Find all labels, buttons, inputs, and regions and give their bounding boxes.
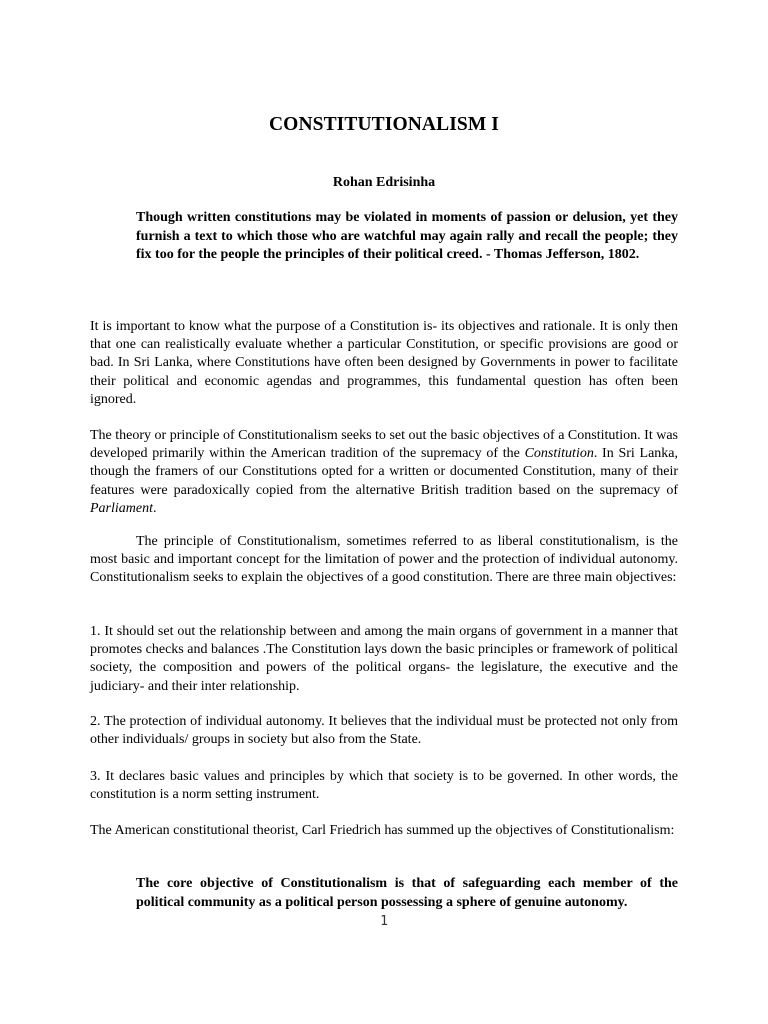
paragraph-text-segment: The theory or principle of Constitutionalism seeks to set out the basic objectives of a Constitution. It was developed primarily within the American tradition of the supremacy of the <box>90 428 678 462</box>
paragraph-text-segment: . In Sri Lanka, though the framers of our Constitutions opted for a written or documented Constitution, many of their features were paradoxically copied from the alternative British tradition based on the supremacy of <box>90 446 679 498</box>
paragraph-text: 1. It should set out the relationship between and among the main organs of government in a manner that promotes checks and balances .The Constitution lays down the basic principles or framework of political society, the composition and powers of the political organs- the legislature, the executive and the judiciary- and their inter relationship. <box>90 624 678 694</box>
paragraph-friedrich <box>90 822 678 840</box>
paragraph-text: 2. The protection of individual autonomy. It believes that the individual must be protected not only from other individuals/ groups in society but also from the State. <box>90 714 678 748</box>
paragraph-text: The principle of Constitutionalism, sometimes referred to as liberal constitutionalism, is the most basic and important concept for the limitation of power and the protection of individual autonomy. Constitutionalism seeks to explain the objectives of a good constitution. There are three main objectives: <box>90 534 678 586</box>
emphasis-constitution: Constitution <box>524 446 594 462</box>
paragraph-purpose <box>90 318 678 409</box>
paragraph-objective-3 <box>90 768 678 804</box>
page-number: 1 <box>380 914 388 929</box>
paragraph-text <box>90 427 678 518</box>
paragraph-text: 3. It declares basic values and principles by which that society is to be governed. In other words, the constitution is a norm setting instrument. <box>90 769 678 803</box>
paragraph-principle <box>90 533 678 588</box>
author-name: Rohan Edrisinha <box>332 175 436 190</box>
paragraph-objective-2 <box>90 713 678 749</box>
paragraph-text-segment: . <box>153 500 157 516</box>
document-title: CONSTITUTIONALISM I <box>269 114 499 135</box>
paragraph-text: The American constitutional theorist, Carl Friedrich has summed up the objectives of Constitutionalism: <box>90 823 675 838</box>
block-quote: The core objective of Constitutionalism is that of safeguarding each member of the political community as a political person possessing a sphere of genuine autonomy. <box>136 876 678 910</box>
paragraph-objective-1 <box>90 623 678 696</box>
paragraph-text: It is important to know what the purpose of a Constitution is- its objectives and rationale. It is only then that one can realistically evaluate whether a particular Constitution, or specific provisions are good or bad. In Sri Lanka, where Constitutions have often been designed by Governments in power to facilitate their political and economic agendas and programmes, this fundamental question has often been ignored. <box>90 319 678 407</box>
epigraph-quote: Though written constitutions may be violated in moments of passion or delusion, yet they furnish a text to which those who are watchful may again rally and recall the people; they fix too for the people the principles of their political creed. - Thomas Jefferson, 1802. <box>136 210 678 263</box>
emphasis-parliament: Parliament <box>90 500 153 516</box>
paragraph-theory <box>90 427 678 518</box>
